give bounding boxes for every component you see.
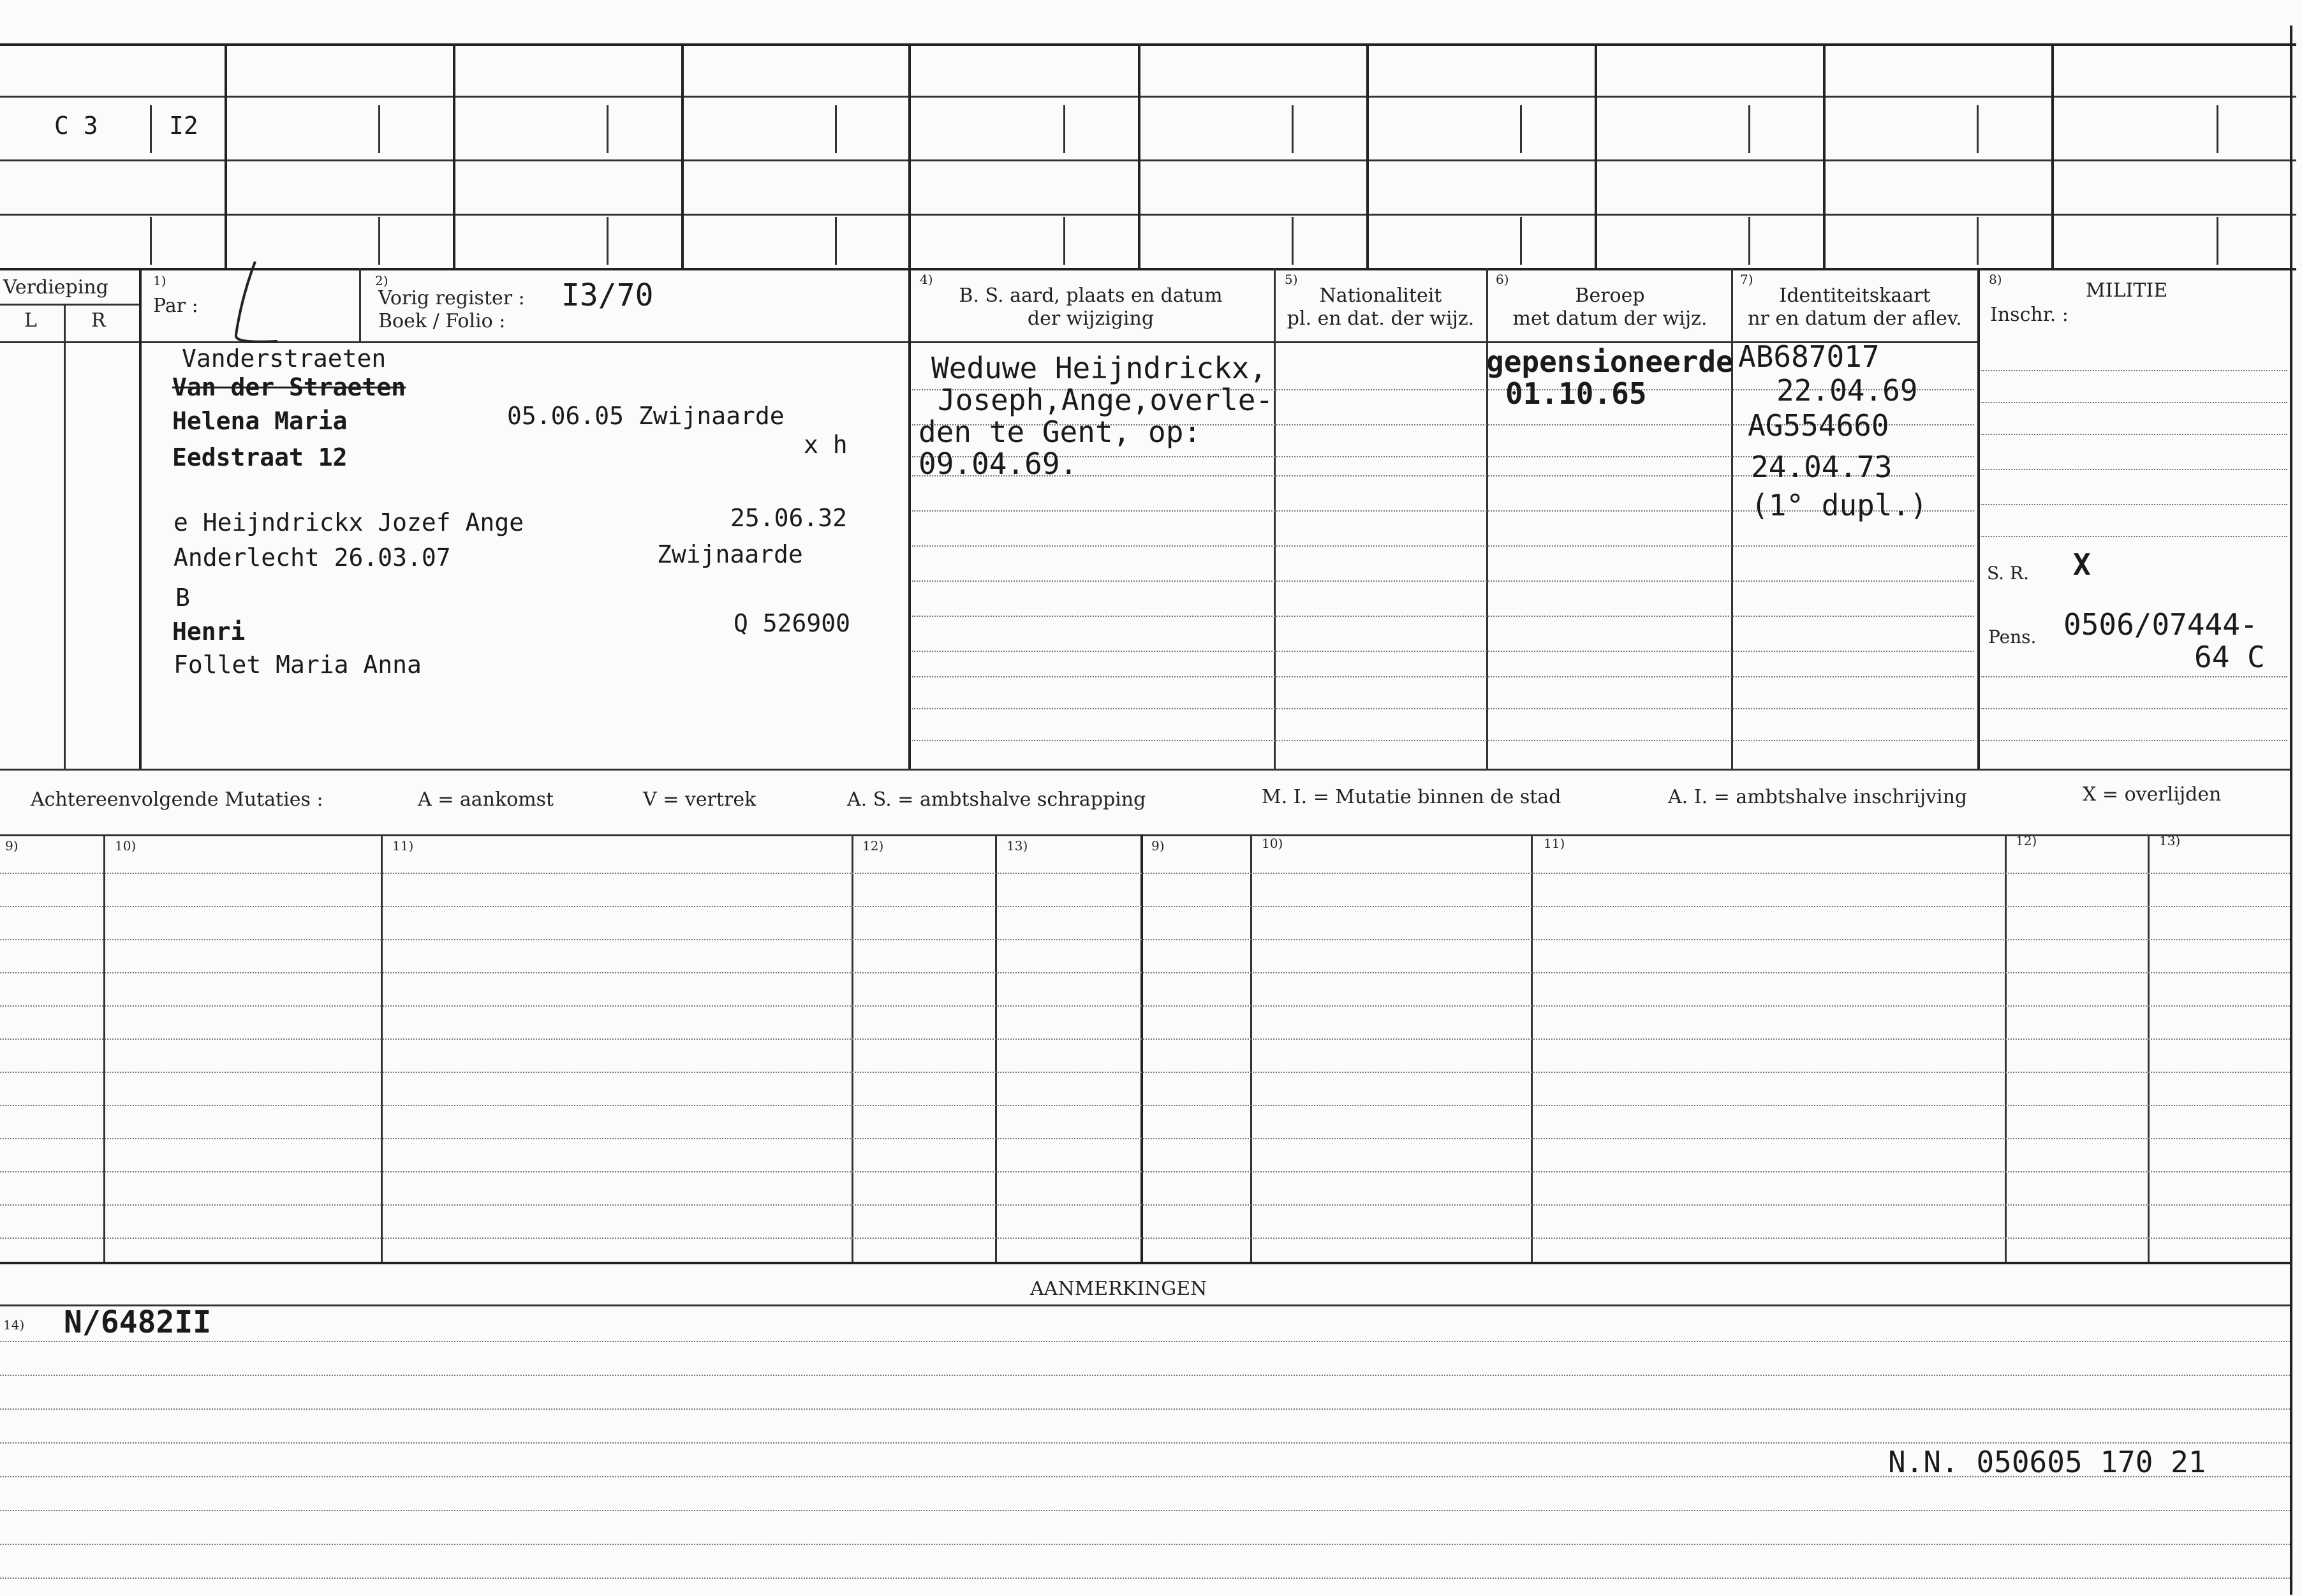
par-checkmark-drawing xyxy=(210,258,300,351)
mutation-mi: M. I. = Mutatie binnen de stad xyxy=(1262,786,1561,808)
col-9-right: 9) xyxy=(1151,838,1165,853)
col-12-right: 12) xyxy=(2016,833,2037,848)
col-11-left: 11) xyxy=(392,838,414,853)
spouse: e Heijndrickx Jozef Ange xyxy=(173,508,524,536)
bs-header xyxy=(912,284,1269,330)
field-number-14: 14) xyxy=(3,1317,25,1333)
top-cell-2: I2 xyxy=(169,112,198,140)
mother: Follet Maria Anna xyxy=(173,651,422,679)
pens-label: Pens. xyxy=(1988,626,2037,647)
occupation-line2: 01.10.65 xyxy=(1505,376,1647,411)
identity-line1: AB687017 xyxy=(1738,339,1880,374)
identiteitskaart-line2: nr en datum der aflev. xyxy=(1748,307,1962,330)
bs-header-line2: der wijziging xyxy=(1027,307,1155,330)
mutation-ai: A. I. = ambtshalve inschrijving xyxy=(1668,786,1968,808)
mark-xh: x h xyxy=(804,431,848,459)
civil-status-line4: 09.04.69. xyxy=(919,447,1078,481)
col-10-right: 10) xyxy=(1262,836,1283,851)
mutation-as: A. S. = ambtshalve schrapping xyxy=(847,788,1146,811)
identiteitskaart-line1: Identiteitskaart xyxy=(1779,284,1931,307)
sr-label: S. R. xyxy=(1987,563,2029,584)
civil-status-line1: Weduwe Heijndrickx, xyxy=(931,351,1267,385)
beroep-header xyxy=(1489,284,1730,330)
field-number-6: 6) xyxy=(1496,272,1509,287)
identity-line5: (1° dupl.) xyxy=(1751,488,1928,522)
name-correction: Vanderstraeten xyxy=(182,344,387,373)
col-13-left: 13) xyxy=(1007,838,1028,853)
nationaliteit-line1: Nationaliteit xyxy=(1319,284,1442,307)
mutation-v: V = vertrek xyxy=(643,788,756,811)
sr-value: X xyxy=(2073,547,2091,582)
field-number-8: 8) xyxy=(1989,272,2002,287)
spouse-birth: Anderlecht 26.03.07 xyxy=(173,543,451,572)
identity-line3: AG554660 xyxy=(1748,408,1889,443)
field-number-5: 5) xyxy=(1285,272,1298,287)
identiteitskaart-header xyxy=(1734,284,1976,330)
inschr-label: Inschr. : xyxy=(1990,304,2069,326)
mutation-a: A = aankomst xyxy=(418,788,554,811)
marriage-place: Zwijnaarde xyxy=(657,540,803,568)
field-number-2: 2) xyxy=(375,273,388,288)
verdieping-label: Verdieping xyxy=(3,276,108,299)
identity-line4: 24.04.73 xyxy=(1751,450,1893,484)
bs-header-line1: B. S. aard, plaats en datum xyxy=(959,284,1223,307)
national-number: N.N. 050605 170 21 xyxy=(1888,1445,2206,1479)
pens-extra: 64 C xyxy=(2194,640,2265,674)
beroep-line1: Beroep xyxy=(1575,284,1645,307)
col-13-right: 13) xyxy=(2159,833,2181,848)
father: Henri xyxy=(172,617,246,646)
vorig-register-value: I3/70 xyxy=(561,277,654,313)
civil-status-line3: den te Gent, op: xyxy=(919,415,1202,449)
occupation-line1: gepensioneerde xyxy=(1486,344,1734,379)
par-label: Par : xyxy=(153,295,198,317)
civil-status-line2: Joseph,Ange,overle- xyxy=(938,383,1274,417)
spouse-date: 25.06.32 xyxy=(730,504,848,532)
col-12-left: 12) xyxy=(862,838,884,853)
identity-line2: 22.04.69 xyxy=(1776,373,1918,408)
address: Eedstraat 12 xyxy=(172,443,348,471)
col-r-label: R xyxy=(91,309,106,332)
remarks-reference: N/6482II xyxy=(64,1304,212,1340)
mutation-x: X = overlijden xyxy=(2083,783,2222,806)
nationaliteit-header xyxy=(1277,284,1484,330)
field-number-4: 4) xyxy=(920,272,933,287)
top-cell-1: C 3 xyxy=(54,112,98,140)
remarks-title: AANMERKINGEN xyxy=(1030,1278,1207,1300)
col-l-label: L xyxy=(24,309,37,332)
birth-date-place: 05.06.05 Zwijnaarde xyxy=(507,402,785,430)
field-number-1: 1) xyxy=(153,273,166,288)
col-10-left: 10) xyxy=(115,838,136,853)
boek-folio-label: Boek / Folio : xyxy=(378,310,506,332)
letter-b: B xyxy=(175,584,190,612)
beroep-line2: met datum der wijz. xyxy=(1512,307,1708,330)
nationaliteit-line2: pl. en dat. der wijz. xyxy=(1287,307,1475,330)
vorig-register-label: Vorig register : xyxy=(378,287,525,309)
pens-value: 0506/07444- xyxy=(2063,607,2258,642)
name-struck: Van der Straeten xyxy=(172,373,406,401)
col-9-left: 9) xyxy=(5,838,18,853)
first-names: Helena Maria xyxy=(172,407,348,435)
code: Q 526900 xyxy=(734,609,851,637)
col-11-right: 11) xyxy=(1544,836,1565,851)
militie-label: MILITIE xyxy=(2086,279,2168,302)
field-number-7: 7) xyxy=(1740,272,1753,287)
mutations-label: Achtereenvolgende Mutaties : xyxy=(31,788,323,811)
